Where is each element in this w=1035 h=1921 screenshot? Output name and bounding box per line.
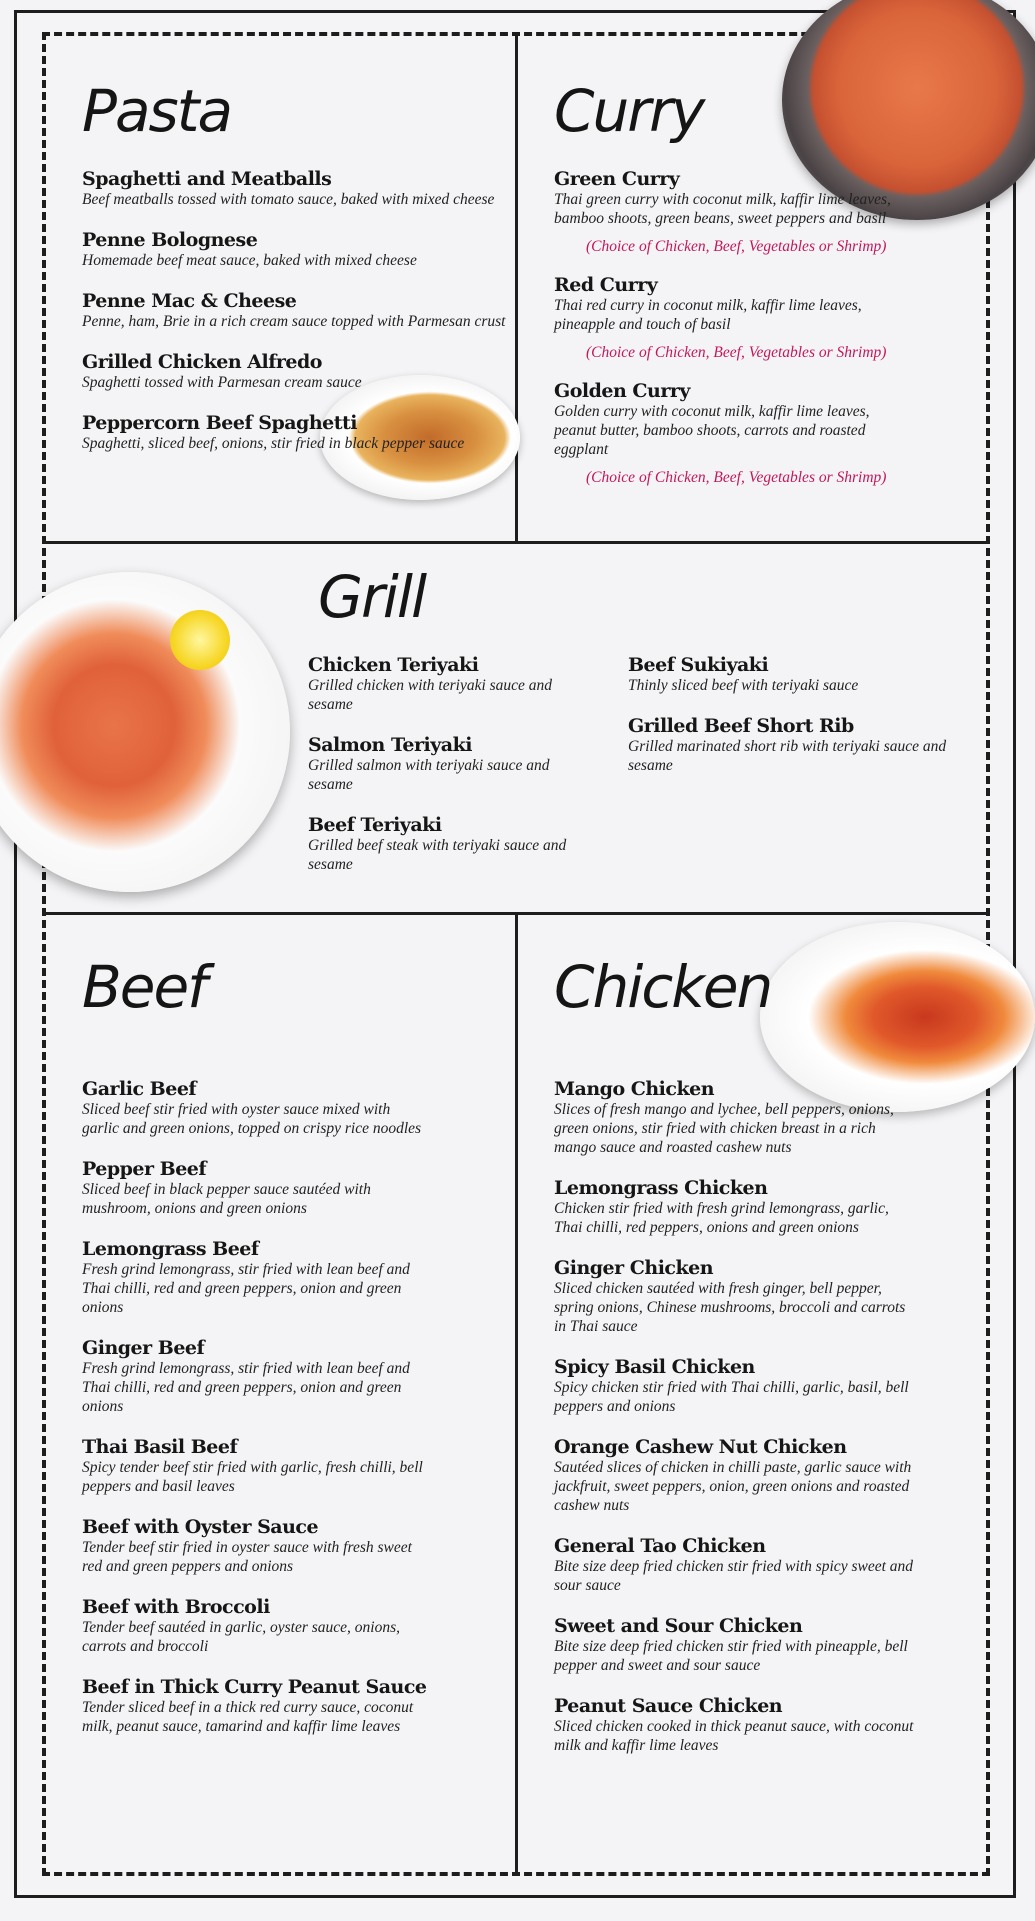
menu-item-name: Peppercorn Beef Spaghetti — [82, 412, 358, 434]
pasta-item-list — [82, 168, 507, 453]
menu-item-description: Sliced beef in black pepper sauce sautéed with mushroom, onions and green onions — [82, 1181, 371, 1217]
menu-item-description: Fresh grind lemongrass, stir fried with lean beef and Thai chilli, red and green peppers, onion and green onions — [82, 1360, 410, 1415]
menu-item-description: Spaghetti, sliced beef, onions, stir fried in black pepper sauce — [82, 435, 465, 452]
menu-item-name: Green Curry — [554, 168, 680, 190]
menu-item-description: Penne, ham, Brie in a rich cream sauce topped with Parmesan crust — [82, 313, 506, 330]
menu-item — [82, 168, 507, 209]
menu-item-description: Fresh grind lemongrass, stir fried with lean beef and Thai chilli, red and green peppers, onion and green onions — [82, 1261, 410, 1316]
menu-item-name: Grilled Beef Short Rib — [628, 715, 854, 737]
menu-item-description: Sliced beef stir fried with oyster sauce mixed with garlic and green onions, topped on crispy rice noodles — [82, 1101, 422, 1137]
menu-item — [554, 1257, 914, 1336]
menu-item-description: Grilled salmon with teriyaki sauce and sesame — [308, 757, 550, 793]
menu-item — [82, 351, 507, 392]
menu-item-name: Golden Curry — [554, 380, 690, 402]
menu-item-name: Garlic Beef — [82, 1078, 197, 1100]
menu-item-name: Ginger Beef — [82, 1337, 205, 1359]
menu-item-name: Chicken Teriyaki — [308, 654, 479, 676]
menu-item-description: Tender beef sautéed in garlic, oyster sauce, onions, carrots and broccoli — [82, 1619, 400, 1655]
menu-item-description: Bite size deep fried chicken stir fried with pineapple, bell pepper and sweet and sour sauce — [554, 1638, 908, 1674]
menu-item-name: Lemongrass Chicken — [554, 1177, 768, 1199]
menu-item-description: Tender sliced beef in a thick red curry sauce, coconut milk, peanut sauce, tamarind and kaffir lime leaves — [82, 1699, 414, 1735]
menu-item-description: Grilled beef steak with teriyaki sauce and sesame — [308, 837, 567, 873]
menu-item — [554, 168, 899, 256]
beef-section — [82, 953, 427, 1756]
menu-item-name: Sweet and Sour Chicken — [554, 1615, 803, 1637]
menu-item-name: Grilled Chicken Alfredo — [82, 351, 322, 373]
menu-item-description: Beef meatballs tossed with tomato sauce, baked with mixed cheese — [82, 191, 495, 208]
protein-choice-note: (Choice of Chicken, Beef, Vegetables or Shrimp) — [586, 344, 887, 361]
menu-item — [308, 814, 598, 874]
grill-heading: Grill — [318, 563, 426, 631]
menu-item-description: Spaghetti tossed with Parmesan cream sauce — [82, 374, 362, 391]
protein-choice-note: (Choice of Chicken, Beef, Vegetables or Shrimp) — [586, 469, 887, 486]
divider-top-vertical — [515, 32, 518, 542]
grill-left-column — [308, 654, 598, 894]
menu-item — [628, 654, 968, 695]
menu-item — [554, 1535, 914, 1595]
grill-right-column — [628, 654, 968, 894]
divider-bottom-vertical — [515, 912, 518, 1876]
menu-item-description: Homemade beef meat sauce, baked with mixed cheese — [82, 252, 417, 269]
menu-item-name: Orange Cashew Nut Chicken — [554, 1436, 847, 1458]
protein-choice-note: (Choice of Chicken, Beef, Vegetables or Shrimp) — [586, 238, 887, 255]
menu-item-name: Penne Mac & Cheese — [82, 290, 297, 312]
curry-section — [554, 77, 899, 505]
beef-item-list — [82, 1078, 427, 1736]
menu-item — [554, 274, 899, 362]
menu-item — [308, 654, 598, 714]
divider-grill-top — [42, 541, 990, 544]
chicken-item-list — [554, 1078, 914, 1755]
menu-item-description: Sliced chicken sautéed with fresh ginger, bell pepper, spring onions, Chinese mushrooms, broccoli and carrots in Thai sauce — [554, 1280, 906, 1335]
grill-section — [308, 563, 968, 894]
menu-item-description: Sautéed slices of chicken in chilli paste, garlic sauce with jackfruit, sweet peppers, onion, green onions and roasted cashew nuts — [554, 1459, 912, 1514]
menu-item — [82, 1158, 427, 1218]
menu-item-name: Beef Teriyaki — [308, 814, 442, 836]
menu-item — [82, 1337, 427, 1416]
menu-item — [82, 412, 507, 453]
menu-item — [82, 1436, 427, 1496]
menu-item-description: Golden curry with coconut milk, kaffir lime leaves, peanut butter, bamboo shoots, carrots and roasted eggplant — [554, 403, 870, 458]
lemon-garnish-image — [170, 610, 230, 670]
menu-item-name: Pepper Beef — [82, 1158, 207, 1180]
menu-item — [82, 1238, 427, 1317]
chicken-section — [554, 953, 914, 1775]
menu-item-name: Spicy Basil Chicken — [554, 1356, 755, 1378]
menu-item — [554, 1078, 914, 1157]
menu-item — [554, 380, 899, 487]
menu-item-description: Spicy chicken stir fried with Thai chilli, garlic, basil, bell peppers and onions — [554, 1379, 909, 1415]
menu-item-description: Bite size deep fried chicken stir fried with spicy sweet and sour sauce — [554, 1558, 914, 1594]
menu-item — [82, 1078, 427, 1138]
menu-item — [554, 1436, 914, 1515]
menu-item-name: Ginger Chicken — [554, 1257, 714, 1279]
chicken-heading: Chicken — [554, 953, 772, 1021]
menu-item — [554, 1695, 914, 1755]
beef-heading: Beef — [82, 953, 206, 1021]
menu-item — [82, 1516, 427, 1576]
menu-item-description: Thai green curry with coconut milk, kaffir lime leaves, bamboo shoots, green beans, sweet peppers and basil — [554, 191, 891, 227]
menu-item-description: Slices of fresh mango and lychee, bell peppers, onions, green onions, stir fried with chicken breast in a rich mango sauce and roasted cashew nuts — [554, 1101, 894, 1156]
menu-item-description: Grilled chicken with teriyaki sauce and sesame — [308, 677, 553, 713]
menu-item-name: Peanut Sauce Chicken — [554, 1695, 783, 1717]
menu-item-name: Beef in Thick Curry Peanut Sauce — [82, 1676, 427, 1698]
menu-item — [554, 1177, 914, 1237]
menu-item — [554, 1356, 914, 1416]
menu-item-name: Beef with Broccoli — [82, 1596, 270, 1618]
menu-item — [308, 734, 598, 794]
menu-item-name: Mango Chicken — [554, 1078, 715, 1100]
menu-item-name: General Tao Chicken — [554, 1535, 766, 1557]
pasta-section — [82, 77, 507, 473]
curry-heading: Curry — [554, 77, 704, 145]
menu-item-description: Spicy tender beef stir fried with garlic, fresh chilli, bell peppers and basil leaves — [82, 1459, 423, 1495]
menu-item-description: Tender beef stir fried in oyster sauce with fresh sweet red and green peppers and onions — [82, 1539, 412, 1575]
menu-item-name: Salmon Teriyaki — [308, 734, 472, 756]
menu-item — [82, 290, 507, 331]
menu-item-description: Sliced chicken cooked in thick peanut sauce, with coconut milk and kaffir lime leaves — [554, 1718, 914, 1754]
menu-item — [82, 1676, 427, 1736]
menu-item — [554, 1615, 914, 1675]
menu-item-name: Spaghetti and Meatballs — [82, 168, 332, 190]
menu-item-description: Grilled marinated short rib with teriyaki sauce and sesame — [628, 738, 947, 774]
menu-item-name: Beef with Oyster Sauce — [82, 1516, 319, 1538]
menu-item — [82, 229, 507, 270]
menu-item-name: Thai Basil Beef — [82, 1436, 238, 1458]
menu-item-description: Thai red curry in coconut milk, kaffir lime leaves, pineapple and touch of basil — [554, 297, 862, 333]
menu-item-description: Chicken stir fried with fresh grind lemongrass, garlic, Thai chilli, red peppers, onions and green onions — [554, 1200, 889, 1236]
pasta-heading: Pasta — [82, 77, 232, 145]
menu-item-name: Beef Sukiyaki — [628, 654, 769, 676]
menu-item — [82, 1596, 427, 1656]
menu-item — [628, 715, 968, 775]
menu-item-description: Thinly sliced beef with teriyaki sauce — [628, 677, 859, 694]
menu-item-name: Red Curry — [554, 274, 658, 296]
menu-item-name: Lemongrass Beef — [82, 1238, 259, 1260]
menu-item-name: Penne Bolognese — [82, 229, 258, 251]
curry-item-list — [554, 168, 899, 487]
